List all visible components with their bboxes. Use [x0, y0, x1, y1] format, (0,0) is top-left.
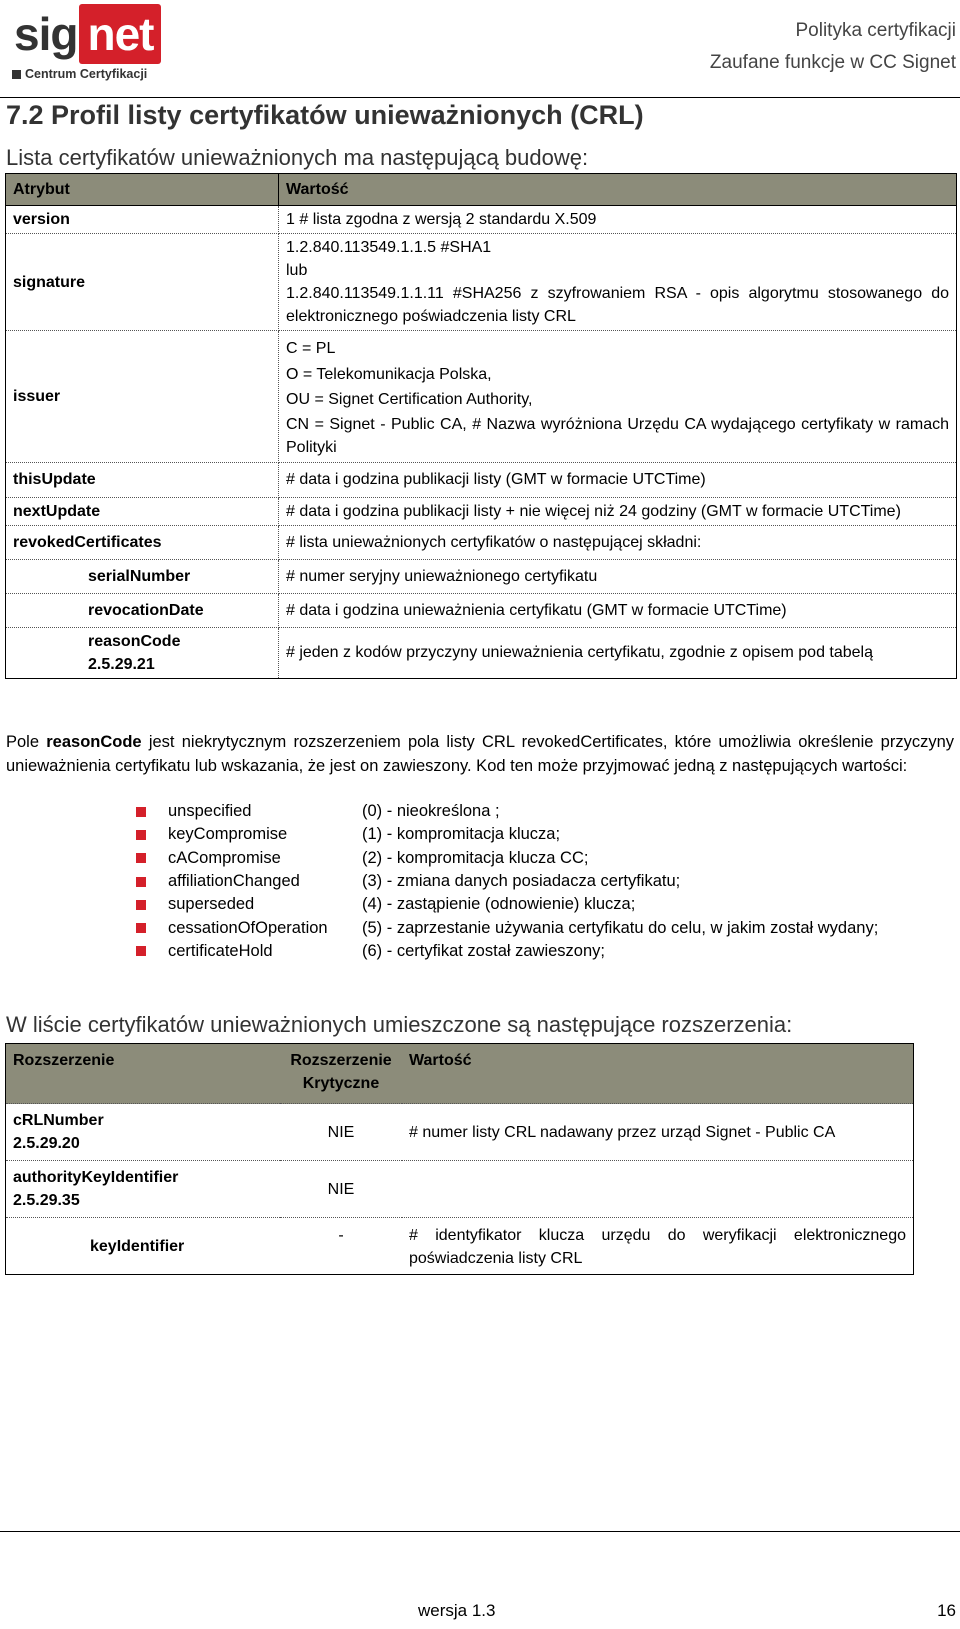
attr-cell: issuer — [6, 331, 279, 463]
extension-cell: cRLNumber 2.5.29.20 — [6, 1104, 281, 1161]
bullet-icon — [136, 923, 146, 933]
value-cell: C = PL O = Telekomunikacja Polska, OU = Signet Certification Authority, CN = Signet - Public CA, # Nazwa wyróżniona Urzędu CA wydającego certyfikaty w ramach Polityki — [279, 331, 957, 463]
table-row — [6, 1161, 914, 1218]
value-cell — [402, 1161, 914, 1218]
bullet-icon — [136, 830, 146, 840]
list-item: affiliationChanged (3) - zmiana danych posiadacza certyfikatu; — [136, 870, 878, 893]
attr-cell: serialNumber — [6, 559, 279, 593]
critical-cell: NIE — [280, 1161, 402, 1218]
extension-cell: keyIdentifier — [90, 1237, 185, 1255]
table-row — [6, 462, 957, 497]
footer-version: wersja 1.3 — [418, 1601, 496, 1620]
bullet-icon — [136, 900, 146, 910]
attr-cell: revocationDate — [6, 593, 279, 627]
extension-cell: authorityKeyIdentifier 2.5.29.35 — [6, 1161, 281, 1218]
value-cell: # data i godzina unieważnienia certyfikatu (GMT w formacie UTCTime) — [279, 593, 957, 627]
table-row — [6, 525, 957, 559]
list-item: cACompromise (2) - kompromitacja klucza CC; — [136, 847, 878, 870]
attr-cell: thisUpdate — [6, 462, 279, 497]
attr-cell: reasonCode 2.5.29.21 — [6, 627, 279, 678]
doc-subtitle: Zaufane funkcje w CC Signet — [709, 52, 956, 73]
table-row — [6, 497, 957, 525]
value-cell: 1.2.840.113549.1.1.5 #SHA1 lub 1.2.840.113549.1.1.11 #SHA256 z szyfrowaniem RSA - opis algorytmu stosowanego do elektronicznego poświadczenia listy CRL — [279, 234, 957, 331]
footer-divider — [0, 1531, 960, 1532]
table-row — [6, 593, 957, 627]
crl-structure-table — [5, 173, 957, 679]
doc-title: Polityka certyfikacji — [795, 20, 956, 41]
list-item: keyCompromise (1) - kompromitacja klucza; — [136, 823, 878, 846]
col-header-value: Wartość — [279, 174, 957, 206]
table-row — [6, 331, 957, 463]
list-item: certificateHold (6) - certyfikat został zawieszony; — [136, 940, 878, 963]
logo-subtitle: Centrum Certyfikacji — [12, 67, 147, 81]
bullet-icon — [136, 877, 146, 887]
list-item: unspecified (0) - nieokreślona ; — [136, 800, 878, 823]
value-cell: 1 # lista zgodna z wersją 2 standardu X.509 — [279, 206, 957, 234]
reason-code-paragraph: Pole reasonCode jest niekrytycznym rozszerzeniem pola listy CRL revokedCertificates, które umożliwia określenie przyczyny unieważnienia certyfikatu lub wskazania, że jest on zawieszony. Kod ten może przyjmować jedną z następujących wartości: — [6, 733, 954, 775]
col-header-extension: Rozszerzenie — [6, 1044, 281, 1104]
section-title: 7.2 Profil listy certyfikatów unieważnionych (CRL) — [6, 100, 644, 130]
table-row — [6, 1104, 914, 1161]
list-item: cessationOfOperation (5) - zaprzestanie używania certyfikatu do celu, w jakim został wydany; — [136, 916, 878, 939]
value-cell: # data i godzina publikacji listy + nie więcej niż 24 godziny (GMT w formacie UTCTime) — [279, 497, 957, 525]
value-cell: # data i godzina publikacji listy (GMT w formacie UTCTime) — [279, 462, 957, 497]
table-row — [6, 234, 957, 331]
table-row — [6, 206, 957, 234]
bullet-icon — [136, 807, 146, 817]
col-header-value: Wartość — [402, 1044, 914, 1104]
attr-cell: version — [6, 206, 279, 234]
intro-text: Lista certyfikatów unieważnionych ma następującą budowę: — [6, 145, 589, 170]
reason-code-list — [136, 800, 878, 963]
value-cell: # numer seryjny unieważnionego certyfikatu — [279, 559, 957, 593]
value-cell: # identyfikator klucza urzędu do weryfikacji elektronicznego poświadczenia listy CRL — [409, 1227, 906, 1267]
attr-cell: signature — [6, 234, 279, 331]
value-cell: # jeden z kodów przyczyny unieważnienia certyfikatu, zgodnie z opisem pod tabelą — [279, 627, 957, 678]
bullet-icon — [136, 946, 146, 956]
page-header — [0, 0, 960, 98]
table-row — [6, 559, 957, 593]
page-number: 16 — [937, 1601, 956, 1620]
critical-cell: NIE — [280, 1104, 402, 1161]
extensions-title: W liście certyfikatów unieważnionych umieszczone są następujące rozszerzenia: — [6, 1012, 793, 1037]
value-cell: # lista unieważnionych certyfikatów o następującej składni: — [279, 525, 957, 559]
table-row — [6, 627, 957, 678]
bullet-icon — [136, 853, 146, 863]
signet-logo: sig net — [14, 4, 161, 64]
list-item: superseded (4) - zastąpienie (odnowienie) klucza; — [136, 893, 878, 916]
square-icon — [12, 70, 21, 79]
value-cell: # numer listy CRL nadawany przez urząd Signet - Public CA — [402, 1104, 914, 1161]
crl-extensions-table — [5, 1043, 914, 1275]
attr-cell: revokedCertificates — [6, 525, 279, 559]
col-header-critical: Rozszerzenie Krytyczne — [280, 1044, 402, 1104]
col-header-attr: Atrybut — [6, 174, 279, 206]
table-row — [6, 1218, 914, 1275]
attr-cell: nextUpdate — [6, 497, 279, 525]
critical-cell: - — [338, 1227, 344, 1244]
